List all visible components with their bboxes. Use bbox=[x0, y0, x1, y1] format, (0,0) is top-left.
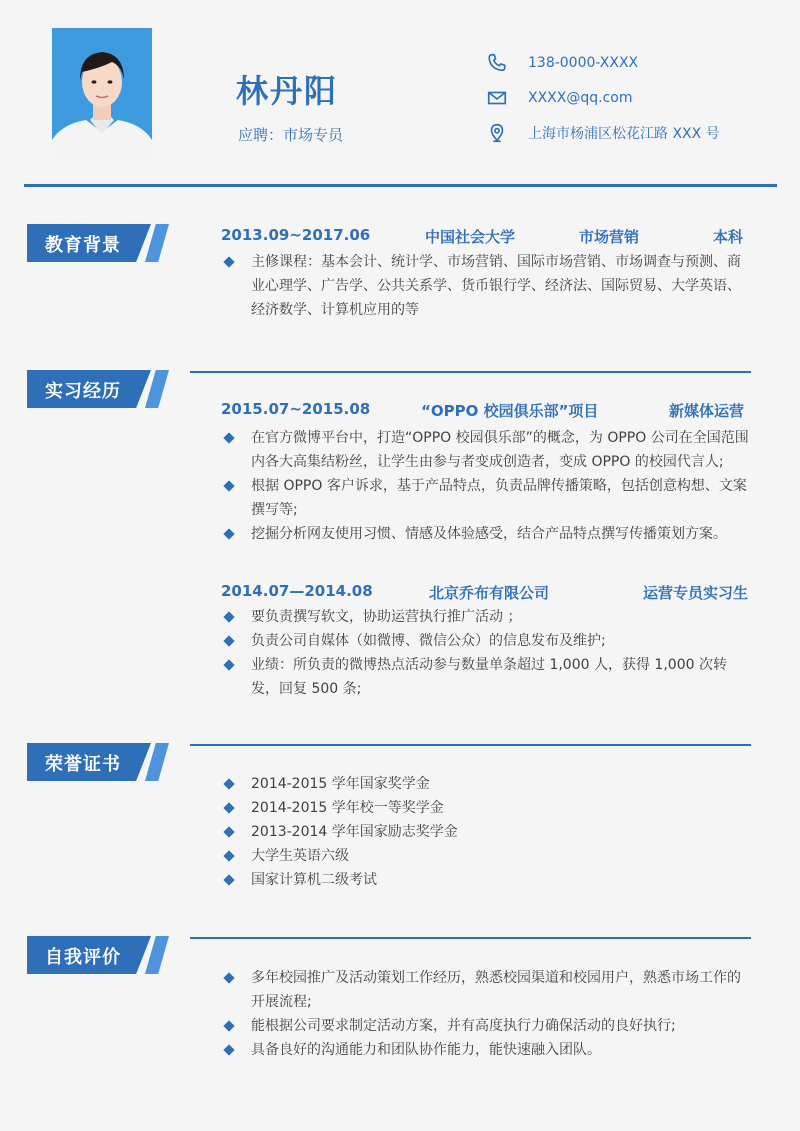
diamond-bullet-icon bbox=[223, 659, 234, 670]
section-title: 自我评价 bbox=[45, 947, 121, 968]
diamond-bullet-icon bbox=[223, 635, 234, 646]
job-header-row bbox=[221, 582, 751, 602]
education-school: 中国社会大学 bbox=[425, 228, 516, 246]
contact-phone: 138-0000-XXXX bbox=[528, 55, 639, 71]
section-title: 荣誉证书 bbox=[45, 754, 121, 775]
list-item: 根据 OPPO 客户诉求，基于产品特点，负责品牌传播策略，包括创意构想、文案撰写等; bbox=[225, 474, 753, 522]
diamond-bullet-icon bbox=[223, 778, 234, 789]
list-item: 国家计算机二级考试 bbox=[225, 868, 753, 892]
envelope-icon bbox=[486, 87, 508, 109]
diamond-bullet-icon bbox=[223, 1020, 234, 1031]
location-pin-icon bbox=[486, 122, 508, 144]
list-item: 具备良好的沟通能力和团队协作能力，能快速融入团队。 bbox=[225, 1038, 753, 1062]
job-role: 新媒体运营 bbox=[669, 402, 745, 420]
candidate-name: 林丹阳 bbox=[236, 72, 339, 110]
list-item: 要负责撰写软文，协助运营执行推广活动 ； bbox=[225, 605, 753, 629]
education-header-row bbox=[221, 226, 751, 246]
diamond-bullet-icon bbox=[223, 972, 234, 983]
section-title: 教育背景 bbox=[45, 235, 121, 256]
contact-email-row bbox=[486, 87, 633, 109]
education-period: 2013.09~2017.06 bbox=[221, 226, 371, 244]
contact-address: 上海市杨浦区松花江路 XXX 号 bbox=[528, 126, 720, 142]
list-item: 2013-2014 学年国家励志奖学金 bbox=[225, 820, 753, 844]
list-item: 大学生英语六级 bbox=[225, 844, 753, 868]
diamond-bullet-icon bbox=[223, 826, 234, 837]
job-period: 2015.07~2015.08 bbox=[221, 400, 371, 418]
section-divider bbox=[190, 371, 751, 373]
diamond-bullet-icon bbox=[223, 432, 234, 443]
list-item: 2014-2015 学年校一等奖学金 bbox=[225, 796, 753, 820]
list-item: 业绩：所负责的微博热点活动参与数量单条超过 1,000 人，获得 1,000 次转发，回复 500 条; bbox=[225, 653, 753, 701]
diamond-bullet-icon bbox=[223, 802, 234, 813]
job-role: 运营专员实习生 bbox=[643, 584, 749, 602]
list-item: 主修课程：基本会计、统计学、市场营销、国际市场营销、市场调查与预测、商业心理学、广告学、公共关系学、货币银行学、经济法、国际贸易、大学英语、经济数学、计算机应用的等 bbox=[225, 250, 753, 322]
section-title: 实习经历 bbox=[45, 381, 121, 402]
list-item: 2014-2015 学年国家奖学金 bbox=[225, 772, 753, 796]
section-tab-education bbox=[27, 224, 169, 262]
contact-phone-row bbox=[486, 52, 638, 74]
diamond-bullet-icon bbox=[223, 874, 234, 885]
job-org: “OPPO 校园俱乐部”项目 bbox=[421, 402, 599, 420]
diamond-bullet-icon bbox=[223, 256, 234, 267]
list-item: 负责公司自媒体（如微博、微信公众）的信息发布及维护; bbox=[225, 629, 753, 653]
diamond-bullet-icon bbox=[223, 1044, 234, 1055]
profile-photo bbox=[52, 28, 152, 166]
section-tab-internship bbox=[27, 370, 169, 408]
list-item: 挖掘分析网友使用习惯、情感及体验感受，结合产品特点撰写传播策划方案。 bbox=[225, 522, 753, 546]
job-period: 2014.07—2014.08 bbox=[221, 582, 373, 600]
phone-icon bbox=[486, 52, 508, 74]
apply-position: 应聘：市场专员 bbox=[238, 126, 344, 144]
header-divider bbox=[24, 184, 777, 187]
list-item: 在官方微博平台中，打造“OPPO 校园俱乐部”的概念，为 OPPO 公司在全国范围内各大高集结粉丝，让学生由参与者变成创造者，变成 OPPO 的校园代言人; bbox=[225, 426, 753, 474]
section-divider bbox=[190, 937, 751, 939]
portrait-icon bbox=[52, 28, 152, 166]
education-degree: 本科 bbox=[713, 228, 744, 246]
diamond-bullet-icon bbox=[223, 850, 234, 861]
section-tab-honors bbox=[27, 743, 169, 781]
contact-email: XXXX@qq.com bbox=[528, 90, 633, 106]
list-item: 多年校园推广及活动策划工作经历，熟悉校园渠道和校园用户，熟悉市场工作的开展流程; bbox=[225, 966, 753, 1014]
section-tab-self-eval bbox=[27, 936, 169, 974]
job-org: 北京乔布有限公司 bbox=[429, 584, 550, 602]
section-divider bbox=[190, 744, 751, 746]
diamond-bullet-icon bbox=[223, 611, 234, 622]
diamond-bullet-icon bbox=[223, 480, 234, 491]
job-header-row bbox=[221, 400, 751, 420]
education-major: 市场营销 bbox=[579, 228, 640, 246]
contact-address-row bbox=[486, 122, 720, 144]
list-item: 能根据公司要求制定活动方案，并有高度执行力确保活动的良好执行; bbox=[225, 1014, 753, 1038]
diamond-bullet-icon bbox=[223, 528, 234, 539]
